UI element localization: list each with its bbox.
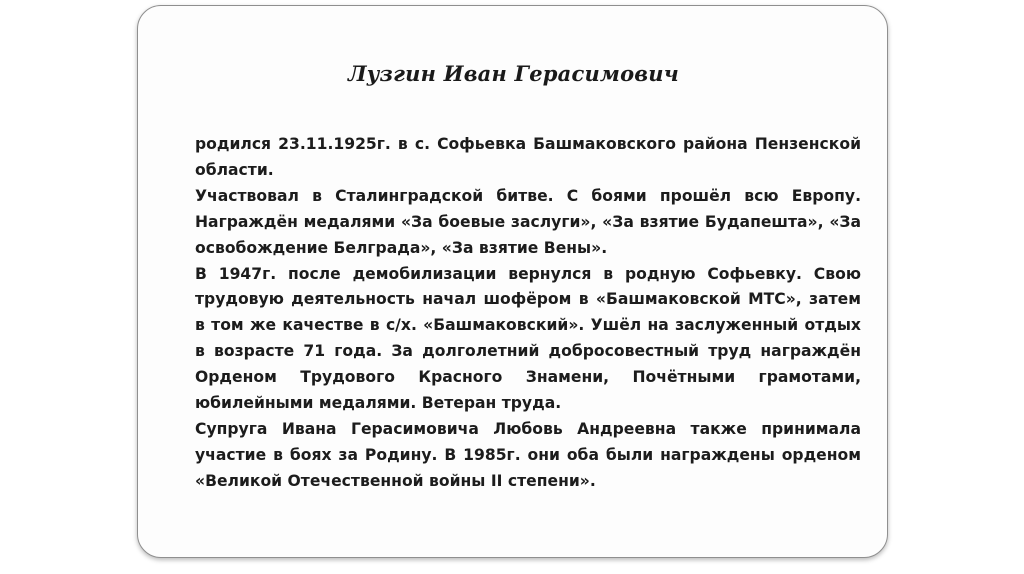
paragraph-spouse: Супруга Ивана Герасимовича Любовь Андреевна также принимала участие в боях за Родину. В 1985г. они оба были награждены орденом «Великой Отечественной войны II степени».: [195, 419, 861, 490]
biography-text: [195, 132, 861, 495]
paragraph-war-service: Участвовал в Сталинградской битве. С боями прошёл всю Европу. Награждён медалями «За боевые заслуги», «За взятие Будапешта», «За освобождение Белграда», «За взятие Вены».: [195, 186, 861, 257]
page-title: Лузгин Иван Герасимович: [348, 61, 679, 86]
biography-card: [137, 5, 888, 558]
paragraph-birth: родился 23.11.1925г. в с. Софьевка Башмаковского района Пензенской области.: [195, 135, 861, 179]
paragraph-career: В 1947г. после демобилизации вернулся в родную Софьевку. Свою трудовую деятельность начал шофёром в «Башмаковской МТС», затем в том же качестве в с/х. «Башмаковский». Ушёл на заслуженный отдых в возрасте 71 года. За долголетний добросовестный труд награждён Орденом Трудового Красного Знамени, Почётными грамотами, юбилейными медалями. Ветеран труда.: [195, 264, 861, 413]
